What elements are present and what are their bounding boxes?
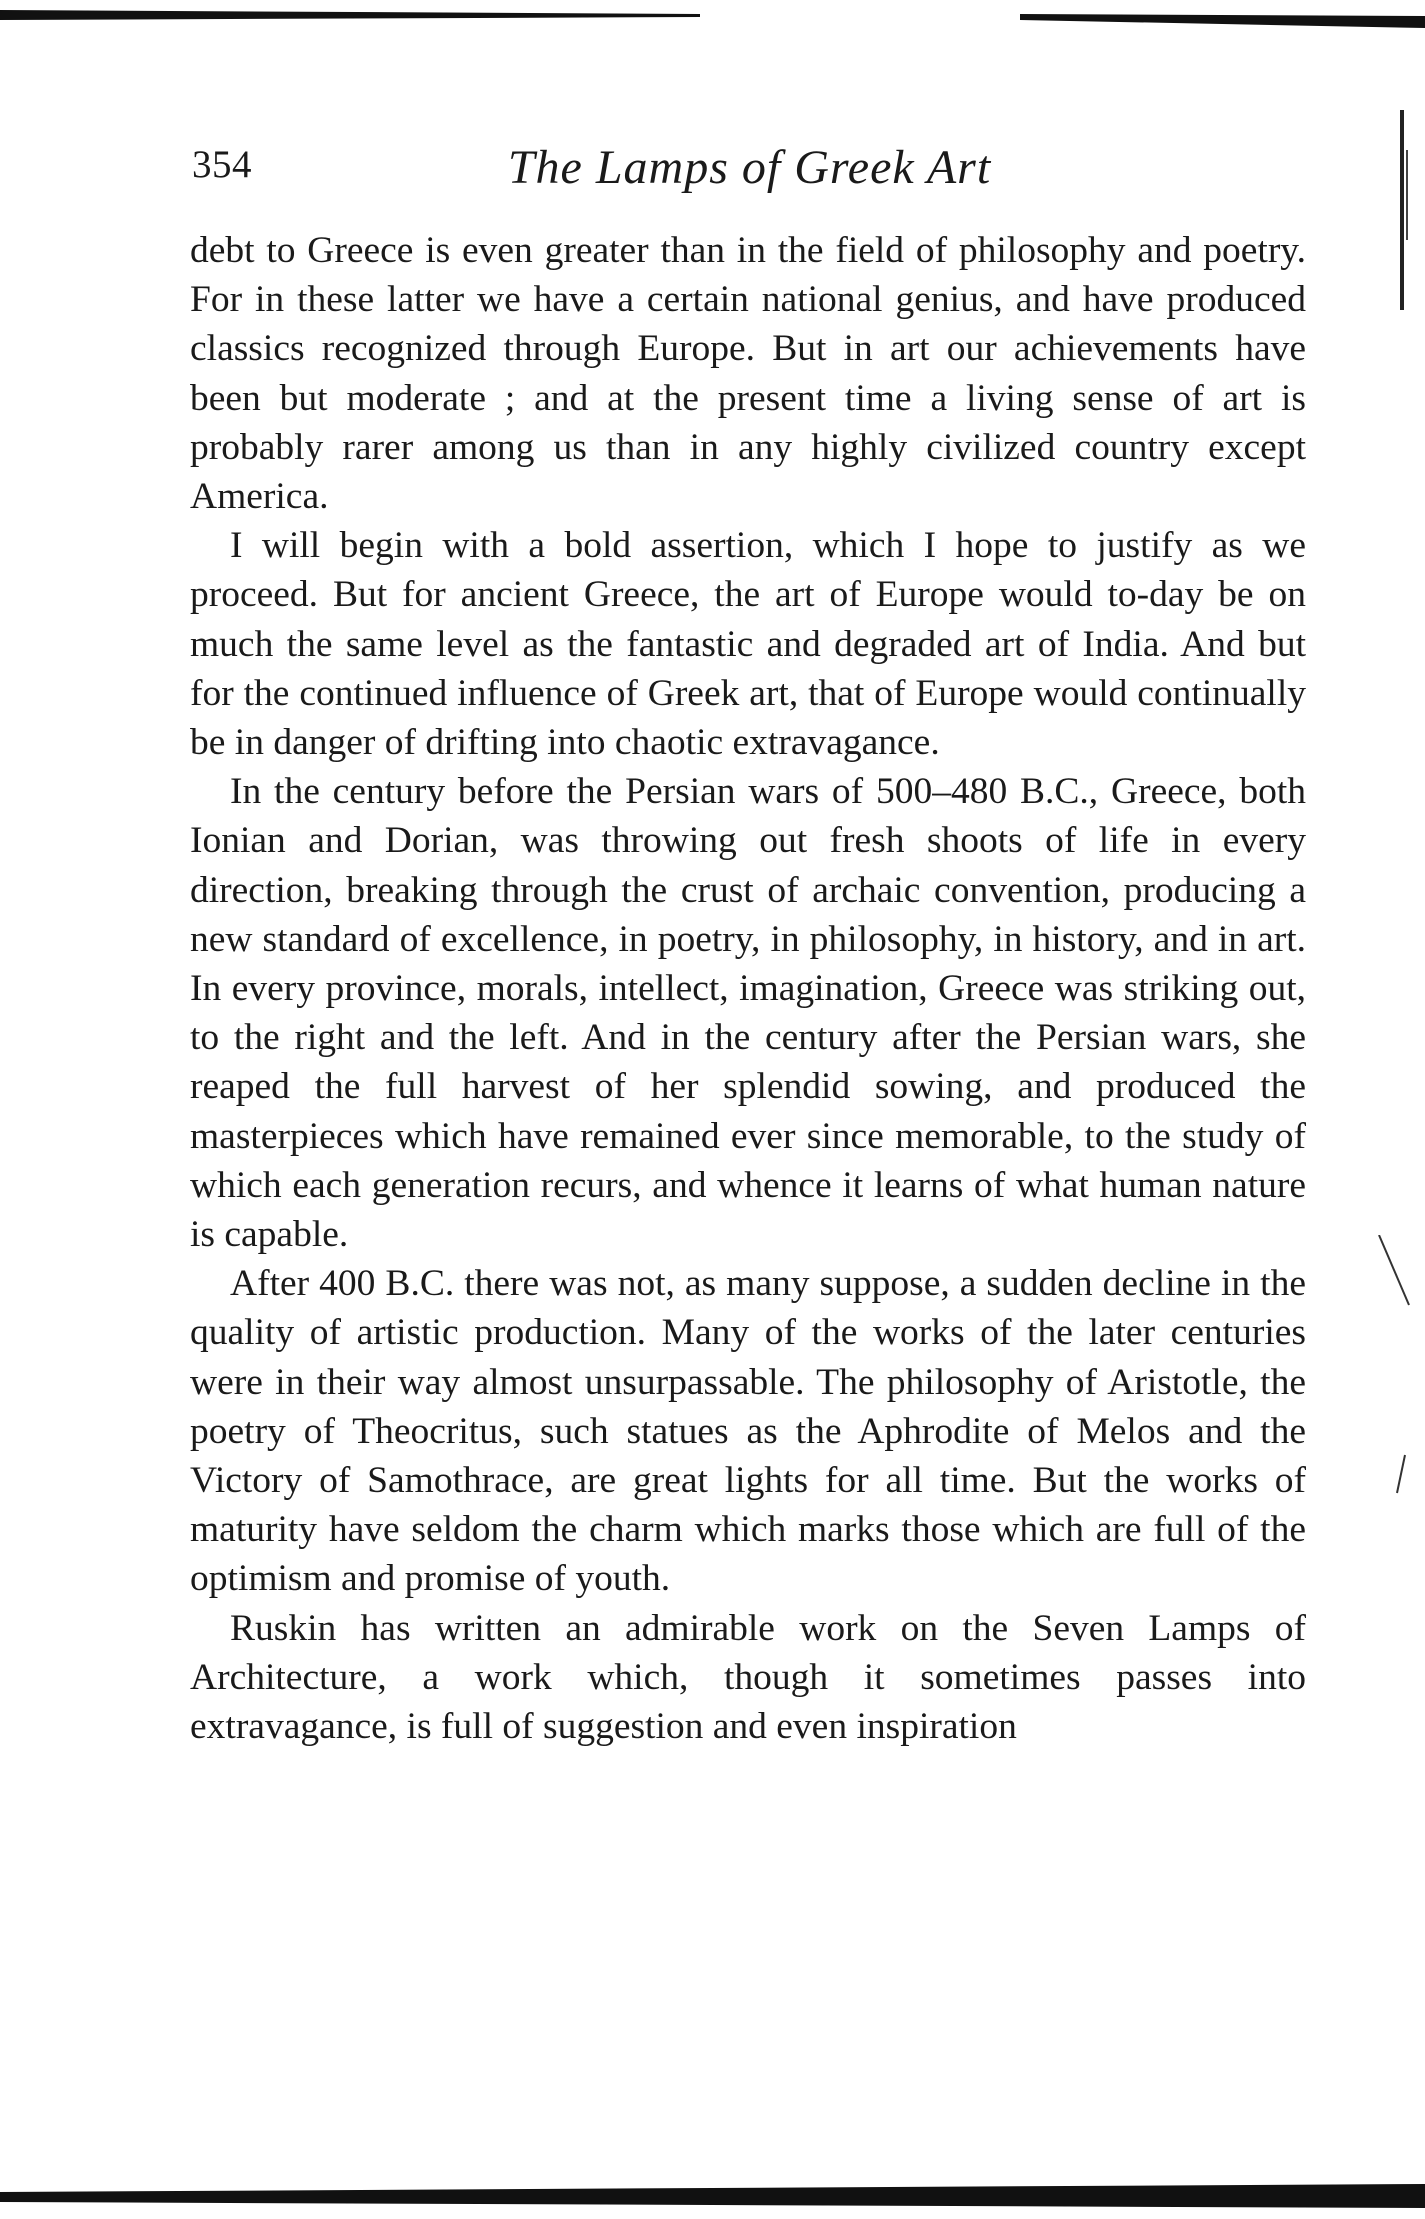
scan-edge-top-line — [0, 8, 1425, 28]
margin-pencil-mark — [1375, 1235, 1415, 1495]
paragraph: I will begin with a bold assertion, which I hope to justify as we proceed. But for ancient Greece, the art of Europe would to-day be on much the same level as the fantastic and degraded art of India. And but for the continued influence of Greek art, that of Europe would continually be in danger of drifting into chaotic extravagance. — [190, 525, 1306, 764]
paragraph: Ruskin has written an admirable work on the Seven Lamps of Architecture, a work which, though it sometimes passes into extravagance, is full of suggestion and even inspiration — [190, 1607, 1306, 1748]
page-number: 354 — [192, 143, 252, 186]
paragraph: debt to Greece is even greater than in the field of philosophy and poetry. For in these latter we have a certain national genius, and have produced classics recognized through Europe. But in art our achievements have been but moderate ; and at the present time a living sense of art is probably rarer among us than in any highly civilized country except America. — [190, 230, 1306, 518]
scan-edge-bottom-line — [0, 2168, 1425, 2208]
paragraph: After 400 B.C. there was not, as many suppose, a sudden decline in the quality of artistic production. Many of the works of the later centuries were in their way almost unsurpassable. The philosophy of Aristotle, the poetry of Theocritus, such statues as the Aphrodite of Melos and the Victory of Samothrace, are great lights for all time. But the works of maturity have seldom the charm which marks those which are full of the optimism and promise of youth. — [190, 1263, 1306, 1600]
running-head-title: The Lamps of Greek Art — [507, 141, 992, 194]
scan-edge-right-mark — [1392, 110, 1414, 310]
body-text — [190, 226, 1306, 1751]
paragraph: In the century before the Persian wars of 500–480 B.C., Greece, both Ionian and Dorian, was throwing out fresh shoots of life in every direction, breaking through the crust of archaic convention, producing a new standard of excellence, in poetry, in philosophy, in history, and in art. In every province, morals, intellect, imagination, Greece was striking out, to the right and the left. And in the century after the Persian wars, she reaped the full harvest of her splendid sowing, and produced the masterpieces which have remained ever since memorable, to the study of which each generation recurs, and whence it learns of what human nature is capable. — [190, 771, 1306, 1256]
